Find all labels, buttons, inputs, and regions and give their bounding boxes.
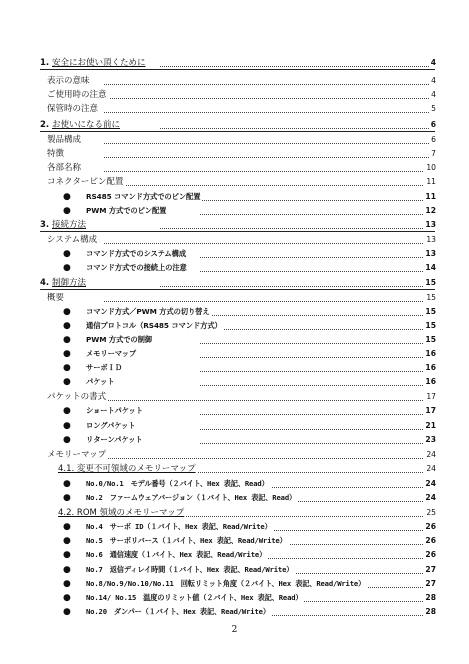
toc-entry[interactable] xyxy=(0,419,469,433)
toc-entry-page: 15 xyxy=(423,276,436,290)
toc-entry[interactable] xyxy=(0,563,469,577)
toc-entry-page: 26 xyxy=(423,534,436,548)
toc-entry-page: 14 xyxy=(423,261,436,275)
toc-entry[interactable] xyxy=(0,74,469,88)
toc-entry-title: No.14/ No.15 温度のリミット値（２バイト、Hex 表記、Read） xyxy=(86,591,304,605)
toc-entry-title: リターンパケット xyxy=(86,433,145,447)
bullet-icon: ● xyxy=(63,536,71,546)
toc-entry[interactable] xyxy=(0,548,469,562)
page-number: 2 xyxy=(231,625,238,635)
dot-leader xyxy=(200,257,433,258)
dot-leader xyxy=(200,357,433,358)
toc-entry-page: 15 xyxy=(423,333,436,347)
bullet-icon: ● xyxy=(63,435,71,445)
toc-entry[interactable] xyxy=(0,261,469,275)
toc-entry-title: コマンド方式／PWM 方式の切り替え xyxy=(86,305,212,319)
toc-entry-page: 5 xyxy=(429,102,436,116)
toc-entry-page: 15 xyxy=(423,319,436,333)
toc-entry-page: 16 xyxy=(423,361,436,375)
dot-leader xyxy=(104,243,433,244)
dot-leader xyxy=(200,385,433,386)
toc-entry[interactable] xyxy=(0,88,469,102)
dot-leader xyxy=(160,128,433,129)
toc-entry[interactable] xyxy=(0,347,469,361)
toc-entry[interactable] xyxy=(0,520,469,534)
bullet-icon: ● xyxy=(63,479,71,489)
toc-entry-title: 4.1. 変更不可領域のメモリーマップ xyxy=(58,464,196,474)
toc-entry[interactable] xyxy=(0,233,469,247)
toc-entry-title: 4.2. ROM 領域のメモリーマップ xyxy=(58,508,185,518)
dot-leader xyxy=(104,112,433,113)
dot-leader xyxy=(160,286,433,287)
toc-entry-title: No.2 ファームウェアバージョン（１バイト、Hex 表記、Read） xyxy=(86,491,298,505)
toc-entry-page: 17 xyxy=(423,404,436,418)
toc-entry[interactable] xyxy=(0,404,469,418)
toc-entry-title: PWM 方式での制御 xyxy=(86,333,154,347)
dot-leader xyxy=(200,343,433,344)
toc-entry-title: ロングパケット xyxy=(86,419,137,433)
toc-entry-title: サーボＩＤ xyxy=(86,361,124,375)
section-rule xyxy=(40,69,435,70)
toc-entry[interactable] xyxy=(0,534,469,548)
toc-entry-title: No.5 サーボリバース（１バイト、Hex 表記、Read/Write） xyxy=(86,534,289,548)
bullet-icon: ● xyxy=(63,307,71,317)
bullet-icon: ● xyxy=(63,579,71,589)
toc-entry-page: 17 xyxy=(424,390,436,404)
toc-entry[interactable] xyxy=(0,133,469,147)
toc-entry[interactable] xyxy=(0,247,469,261)
toc-entry-page: 16 xyxy=(423,375,436,389)
toc-entry-title: 製品構成 xyxy=(47,135,82,145)
toc-entry[interactable] xyxy=(0,175,469,189)
toc-section-number: 1. xyxy=(40,58,50,68)
bullet-icon: ● xyxy=(63,493,71,503)
toc-entry-page: 15 xyxy=(424,291,436,305)
toc-entry-page: 12 xyxy=(423,204,436,218)
toc-entry-title: 保管時の注意 xyxy=(47,104,99,114)
toc-entry-page: 4 xyxy=(429,74,436,88)
toc-entry-page: 27 xyxy=(423,577,436,591)
dot-leader xyxy=(200,414,433,415)
bullet-icon: ● xyxy=(63,421,71,431)
toc-entry-title: ショートパケット xyxy=(86,404,145,418)
toc-entry[interactable] xyxy=(0,333,469,347)
toc-entry[interactable] xyxy=(0,577,469,591)
toc-entry-page: 24 xyxy=(423,491,436,505)
toc-entry-title: メモリーマップ xyxy=(47,450,107,460)
bullet-icon: ● xyxy=(63,406,71,416)
bullet-icon: ● xyxy=(63,249,71,259)
dot-leader xyxy=(200,429,433,430)
toc-entry-page: 6 xyxy=(429,133,436,147)
dot-leader xyxy=(200,371,433,372)
toc-entry-title: 接続方法 xyxy=(52,220,87,230)
toc-entry[interactable] xyxy=(0,276,469,290)
toc-entry[interactable] xyxy=(0,56,469,70)
toc-entry-page: 11 xyxy=(424,175,436,189)
toc-entry-page: 11 xyxy=(423,190,436,204)
bullet-icon: ● xyxy=(63,522,71,532)
bullet-icon: ● xyxy=(63,593,71,603)
section-rule xyxy=(40,131,435,132)
toc-entry-title: No.20 ダンパー（１バイト、Hex 表記、Read/Write） xyxy=(86,605,272,619)
toc-entry[interactable] xyxy=(0,506,469,520)
toc-entry[interactable] xyxy=(0,218,469,232)
toc-entry-page: 7 xyxy=(429,147,436,161)
toc-entry-title: 概要 xyxy=(47,293,65,303)
toc-entry-page: 26 xyxy=(423,520,436,534)
bullet-icon: ● xyxy=(63,607,71,617)
toc-entry-page: 28 xyxy=(423,591,436,605)
toc-entry-page: 4 xyxy=(429,56,436,70)
toc-entry-title: No.6 通信速度（１バイト、Hex 表記、Read/Write） xyxy=(86,548,268,562)
section-rule xyxy=(40,231,435,232)
toc-entry-title: システム構成 xyxy=(47,235,98,245)
toc-entry-page: 28 xyxy=(423,605,436,619)
bullet-icon: ● xyxy=(63,377,71,387)
toc-entry[interactable] xyxy=(0,477,469,491)
dot-leader xyxy=(104,185,433,186)
toc-entry[interactable] xyxy=(0,361,469,375)
toc-entry[interactable] xyxy=(0,319,469,333)
toc-entry-page: 21 xyxy=(423,419,436,433)
bullet-icon: ● xyxy=(63,206,71,216)
toc-entry-title: 制御方法 xyxy=(52,278,87,288)
toc-entry-page: 13 xyxy=(424,233,436,247)
toc-entry[interactable] xyxy=(0,491,469,505)
bullet-icon: ● xyxy=(63,550,71,560)
toc-entry[interactable] xyxy=(0,591,469,605)
dot-leader xyxy=(200,315,433,316)
toc-entry-page: 23 xyxy=(423,433,436,447)
toc-entry[interactable] xyxy=(0,305,469,319)
toc-entry-title: No.8/No.9/No.10/No.11 回転リミット角度（２バイト、Hex 表記、Read/Write） xyxy=(86,577,367,591)
toc-entry[interactable] xyxy=(0,147,469,161)
toc-entry[interactable] xyxy=(0,375,469,389)
toc-entry-title: 各部名称 xyxy=(47,163,82,173)
toc-entry-page: 16 xyxy=(423,347,436,361)
toc-entry-title: お使いになる前に xyxy=(52,120,121,130)
toc-entry-page: 26 xyxy=(423,548,436,562)
toc-entry-title: 特徴 xyxy=(47,149,65,159)
toc-entry[interactable] xyxy=(0,102,469,116)
dot-leader xyxy=(104,301,433,302)
toc-entry-page: 6 xyxy=(429,118,436,132)
toc-section-number: 2. xyxy=(40,120,50,130)
toc-entry-page: 24 xyxy=(423,477,436,491)
toc-entry[interactable] xyxy=(0,204,469,218)
toc-entry[interactable] xyxy=(0,161,469,175)
toc-entry-title: No.0/No.1 モデル番号（２バイト、Hex 表記、Read） xyxy=(86,477,271,491)
dot-leader xyxy=(200,271,433,272)
toc-entry-page: 13 xyxy=(423,218,436,232)
toc-entry-title: 安全にお使い頂くために xyxy=(52,58,146,68)
toc-entry[interactable] xyxy=(0,433,469,447)
dot-leader xyxy=(104,84,433,85)
bullet-icon: ● xyxy=(63,363,71,373)
toc-entry-title: 表示の意味 xyxy=(47,76,90,86)
toc-entry[interactable] xyxy=(0,291,469,305)
toc-section-number: 3. xyxy=(40,220,50,230)
toc-entry-page: 24 xyxy=(424,448,436,462)
bullet-icon: ● xyxy=(63,263,71,273)
toc-entry-title: コネクターピン配置 xyxy=(47,177,124,187)
toc-entry[interactable] xyxy=(0,390,469,404)
dot-leader xyxy=(104,171,433,172)
bullet-icon: ● xyxy=(63,335,71,345)
toc-entry[interactable] xyxy=(0,448,469,462)
toc-entry-title: メモリーマップ xyxy=(86,347,138,361)
toc-entry-page: 24 xyxy=(424,462,436,476)
toc-entry-page: 15 xyxy=(423,305,436,319)
toc-entry-title: パケット xyxy=(86,375,116,389)
toc-entry-page: 13 xyxy=(423,247,436,261)
toc-entry-title: RS485 コマンド方式でのピン配置 xyxy=(86,190,202,204)
dot-leader xyxy=(104,400,433,401)
dot-leader xyxy=(160,66,433,67)
toc-entry[interactable] xyxy=(0,462,469,476)
toc-section-number: 4. xyxy=(40,278,50,288)
bullet-icon: ● xyxy=(63,565,71,575)
toc-entry-title: パケットの書式 xyxy=(47,392,107,402)
dot-leader xyxy=(200,200,433,201)
toc-entry-page: 4 xyxy=(429,88,436,102)
toc-entry[interactable] xyxy=(0,605,469,619)
toc-entry-page: 25 xyxy=(424,506,436,520)
dot-leader xyxy=(104,157,433,158)
toc-entry-title: コマンド方式でのシステム構成 xyxy=(86,247,188,261)
toc-entry-page: 10 xyxy=(424,161,436,175)
toc-entry-title: ご使用時の注意 xyxy=(47,90,107,100)
toc-entry-title: PWM 方式でのピン配置 xyxy=(86,204,168,218)
dot-leader xyxy=(160,228,433,229)
toc-entry[interactable] xyxy=(0,118,469,132)
toc-entry-page: 27 xyxy=(423,563,436,577)
dot-leader xyxy=(200,329,433,330)
toc-entry-title: No.7 返信ディレイ時間（１バイト、Hex 表記、Read/Write） xyxy=(86,563,295,577)
toc-entry[interactable] xyxy=(0,190,469,204)
toc-entry-title: コマンド方式での接続上の注意 xyxy=(86,261,189,275)
dot-leader xyxy=(104,98,433,99)
dot-leader xyxy=(200,214,433,215)
section-rule xyxy=(40,289,435,290)
bullet-icon: ● xyxy=(63,321,71,331)
toc-entry-title: 通信プロトコル（RS485 コマンド方式） xyxy=(86,319,224,333)
dot-leader xyxy=(104,143,433,144)
bullet-icon: ● xyxy=(63,192,71,202)
toc-entry-title: No.4 サーボ ID（１バイト、Hex 表記、Read/Write） xyxy=(86,520,274,534)
bullet-icon: ● xyxy=(63,349,71,359)
dot-leader xyxy=(200,443,433,444)
dot-leader xyxy=(104,458,433,459)
